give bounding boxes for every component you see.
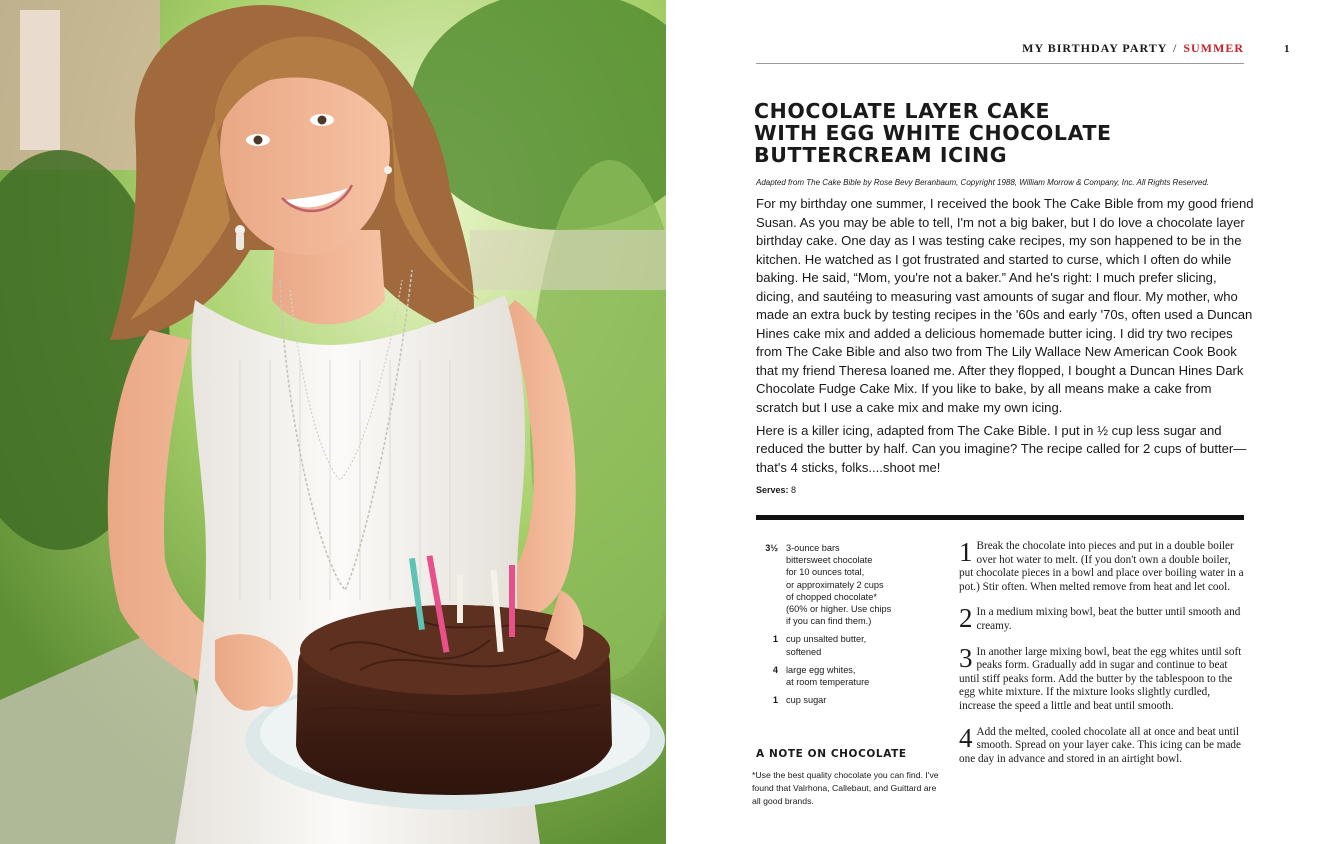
section-divider [756,515,1244,520]
ingredient-quantity: 3½ [765,543,778,553]
step-number: 3 [959,642,973,673]
recipe-title-line: CHOCOLATE LAYER CAKE [754,99,1051,123]
step-item [959,642,1245,714]
note-title: A NOTE ON CHOCOLATE [756,748,907,760]
ingredient-item [756,694,946,706]
step-list [959,537,1245,778]
ingredient-list [756,542,946,712]
ingredient-item [756,542,946,627]
serves [756,485,796,495]
recipe-title-line: BUTTERCREAM ICING [754,143,1008,167]
ingredient-description: cup unsalted butter, softened [786,634,867,657]
header-separator: / [1172,41,1178,55]
ingredient-item [756,633,946,657]
recipe-title [754,100,1254,166]
step-number: 4 [959,722,973,753]
ingredient-description: cup sugar [786,695,827,706]
ingredient-item [756,664,946,688]
serves-value: 8 [791,485,797,495]
ingredient-quantity: 1 [772,634,778,645]
ingredient-description: large egg whites, at room temperature [786,664,870,688]
ingredient-description: 3-ounce bars bittersweet chocolate for 10 ounces total, or approximately 2 cups of chopped chocolate* (60% or higher. Use chips if you can find them.) [786,543,892,627]
recipe-credit: Adapted from The Cake Bible by Rose Bevy Beranbaum, Copyright 1988, William Morrow & Company, Inc. All Rights Reserved. [756,178,1210,187]
step-number: 1 [959,537,973,567]
intro-paragraph: Here is a killer icing, adapted from The Cake Bible. I put in ½ cup less sugar and reduced the butter by half. Can you imagine? The recipe called for 2 cups of butter—that's 4 sticks, folks....shoot me! [756,422,1247,475]
recipe-page [666,0,1333,844]
step-item [959,722,1245,767]
step-item [959,537,1245,594]
ingredient-quantity: 4 [772,664,778,675]
recipe-title-line: WITH EGG WHITE CHOCOLATE [754,121,1112,145]
step-text: Add the melted, cooled chocolate all at once and beat until smooth. Spread on your layer cake. This icing can be made one day in advance and stored in an airtight bowl. [959,725,1241,765]
step-text: In a medium mixing bowl, beat the butter until smooth and creamy. [976,606,1241,632]
cake-photo [0,0,666,844]
ingredient-quantity: 1 [772,695,778,706]
step-number: 2 [959,603,973,634]
serves-label: Serves: [756,485,789,495]
photo-illustration [0,0,666,844]
section-title: MY BIRTHDAY PARTY [1022,41,1167,55]
running-head [756,41,1244,56]
step-text: Break the chocolate into pieces and put in a double boiler over hot water to melt. (If you don't own a double boiler, put chocolate pieces in a bowl and place over boiling water in a pot.) Stir often. When melted remove from heat and let cool. [959,540,1244,593]
recipe-intro [756,195,1254,482]
season-label: SUMMER [1183,41,1244,55]
note-text: *Use the best quality chocolate you can find. I've found that Valrhona, Callebaut, and Guittard are all good brands. [752,770,939,806]
step-item [959,603,1245,634]
step-text: In another large mixing bowl, beat the egg whites until soft peaks form. Gradually add in sugar and continue to beat until stiff peaks form. Add the butter by the tablespoon to the egg white mixture. If the mixture looks slightly curdled, increase the speed a little and beat until smooth. [959,645,1242,712]
header-divider [756,63,1244,64]
page-number: 1 [1284,43,1290,55]
intro-paragraph: For my birthday one summer, I received the book The Cake Bible from my good friend Susan. As you may be able to tell, I'm not a big baker, but I do love a chocolate layer birthday cake. One day as I was testing cake recipes, my son happened to be in the kitchen. He watched as I got frustrated and started to curse, which I often do while baking. He said, “Mom, you're not a baker.” And he's right: I much prefer slicing, dicing, and sautéing to measuring vast amounts of sugar and flour. My mother, who made an extra buck by testing recipes in the '60s and early '70s, often used a Duncan Hines cake mix and added a delicious homemade butter icing. I did try two recipes from The Cake Bible and also two from The Lily Wallace New American Cook Book that my friend Theresa loaned me. After they flopped, I bought a Duncan Hines Dark Chocolate Fudge Cake Mix. If you like to bake, by all means make a cake from scratch but I use a cake mix and make my own icing. [756,196,1254,415]
